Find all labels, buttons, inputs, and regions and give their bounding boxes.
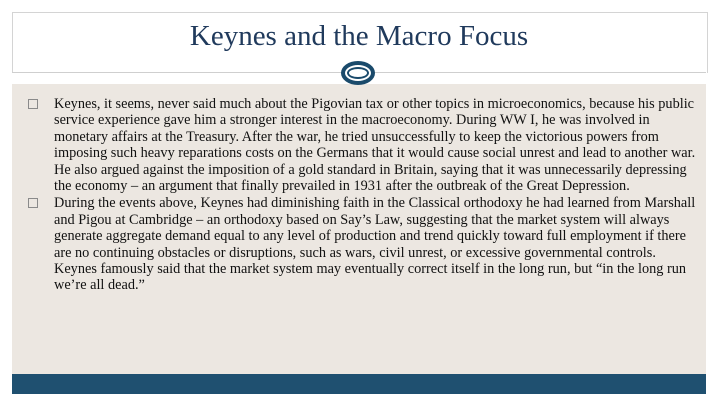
- bullet-text: During the events above, Keynes had diminishing faith in the Classical orthodoxy he had learned from Marshall and Pigou at Cambridge – an orthodoxy based on Say’s Law, suggesting that the market system will always generate aggregate demand equal to any level of production and trend quickly toward full employment if there are no continuing obstacles or disruptions, such as wars, civil unrest, or excessive governmental controls. Keynes famously said that the market system may eventually correct itself in the long run, but “in the long run we’re all dead.”: [54, 195, 696, 294]
- ring-ornament-inner-icon: [347, 67, 369, 79]
- footer-bar: [12, 374, 706, 394]
- square-bullet-icon: [28, 198, 38, 208]
- square-bullet-icon: [28, 99, 38, 109]
- bullet-item: [28, 195, 698, 293]
- bullet-item: [28, 96, 698, 194]
- slide-title: Keynes and the Macro Focus: [189, 20, 529, 52]
- bullet-list: [28, 96, 698, 295]
- bullet-text: Keynes, it seems, never said much about the Pigovian tax or other topics in microeconomics, because his public service experience gave him a stronger interest in the macroeconomy. During WW I, he was involved in monetary affairs at the Treasury. After the war, he tried unsuccessfully to keep the victorious powers from imposing such heavy reparations costs on the Germans that it would cause social unrest and lead to another war. He also argued against the imposition of a gold standard in Britain, saying that it was unnecessarily depressing the economy – an argument that finally prevailed in 1931 after the outbreak of the Great Depression.: [54, 96, 696, 195]
